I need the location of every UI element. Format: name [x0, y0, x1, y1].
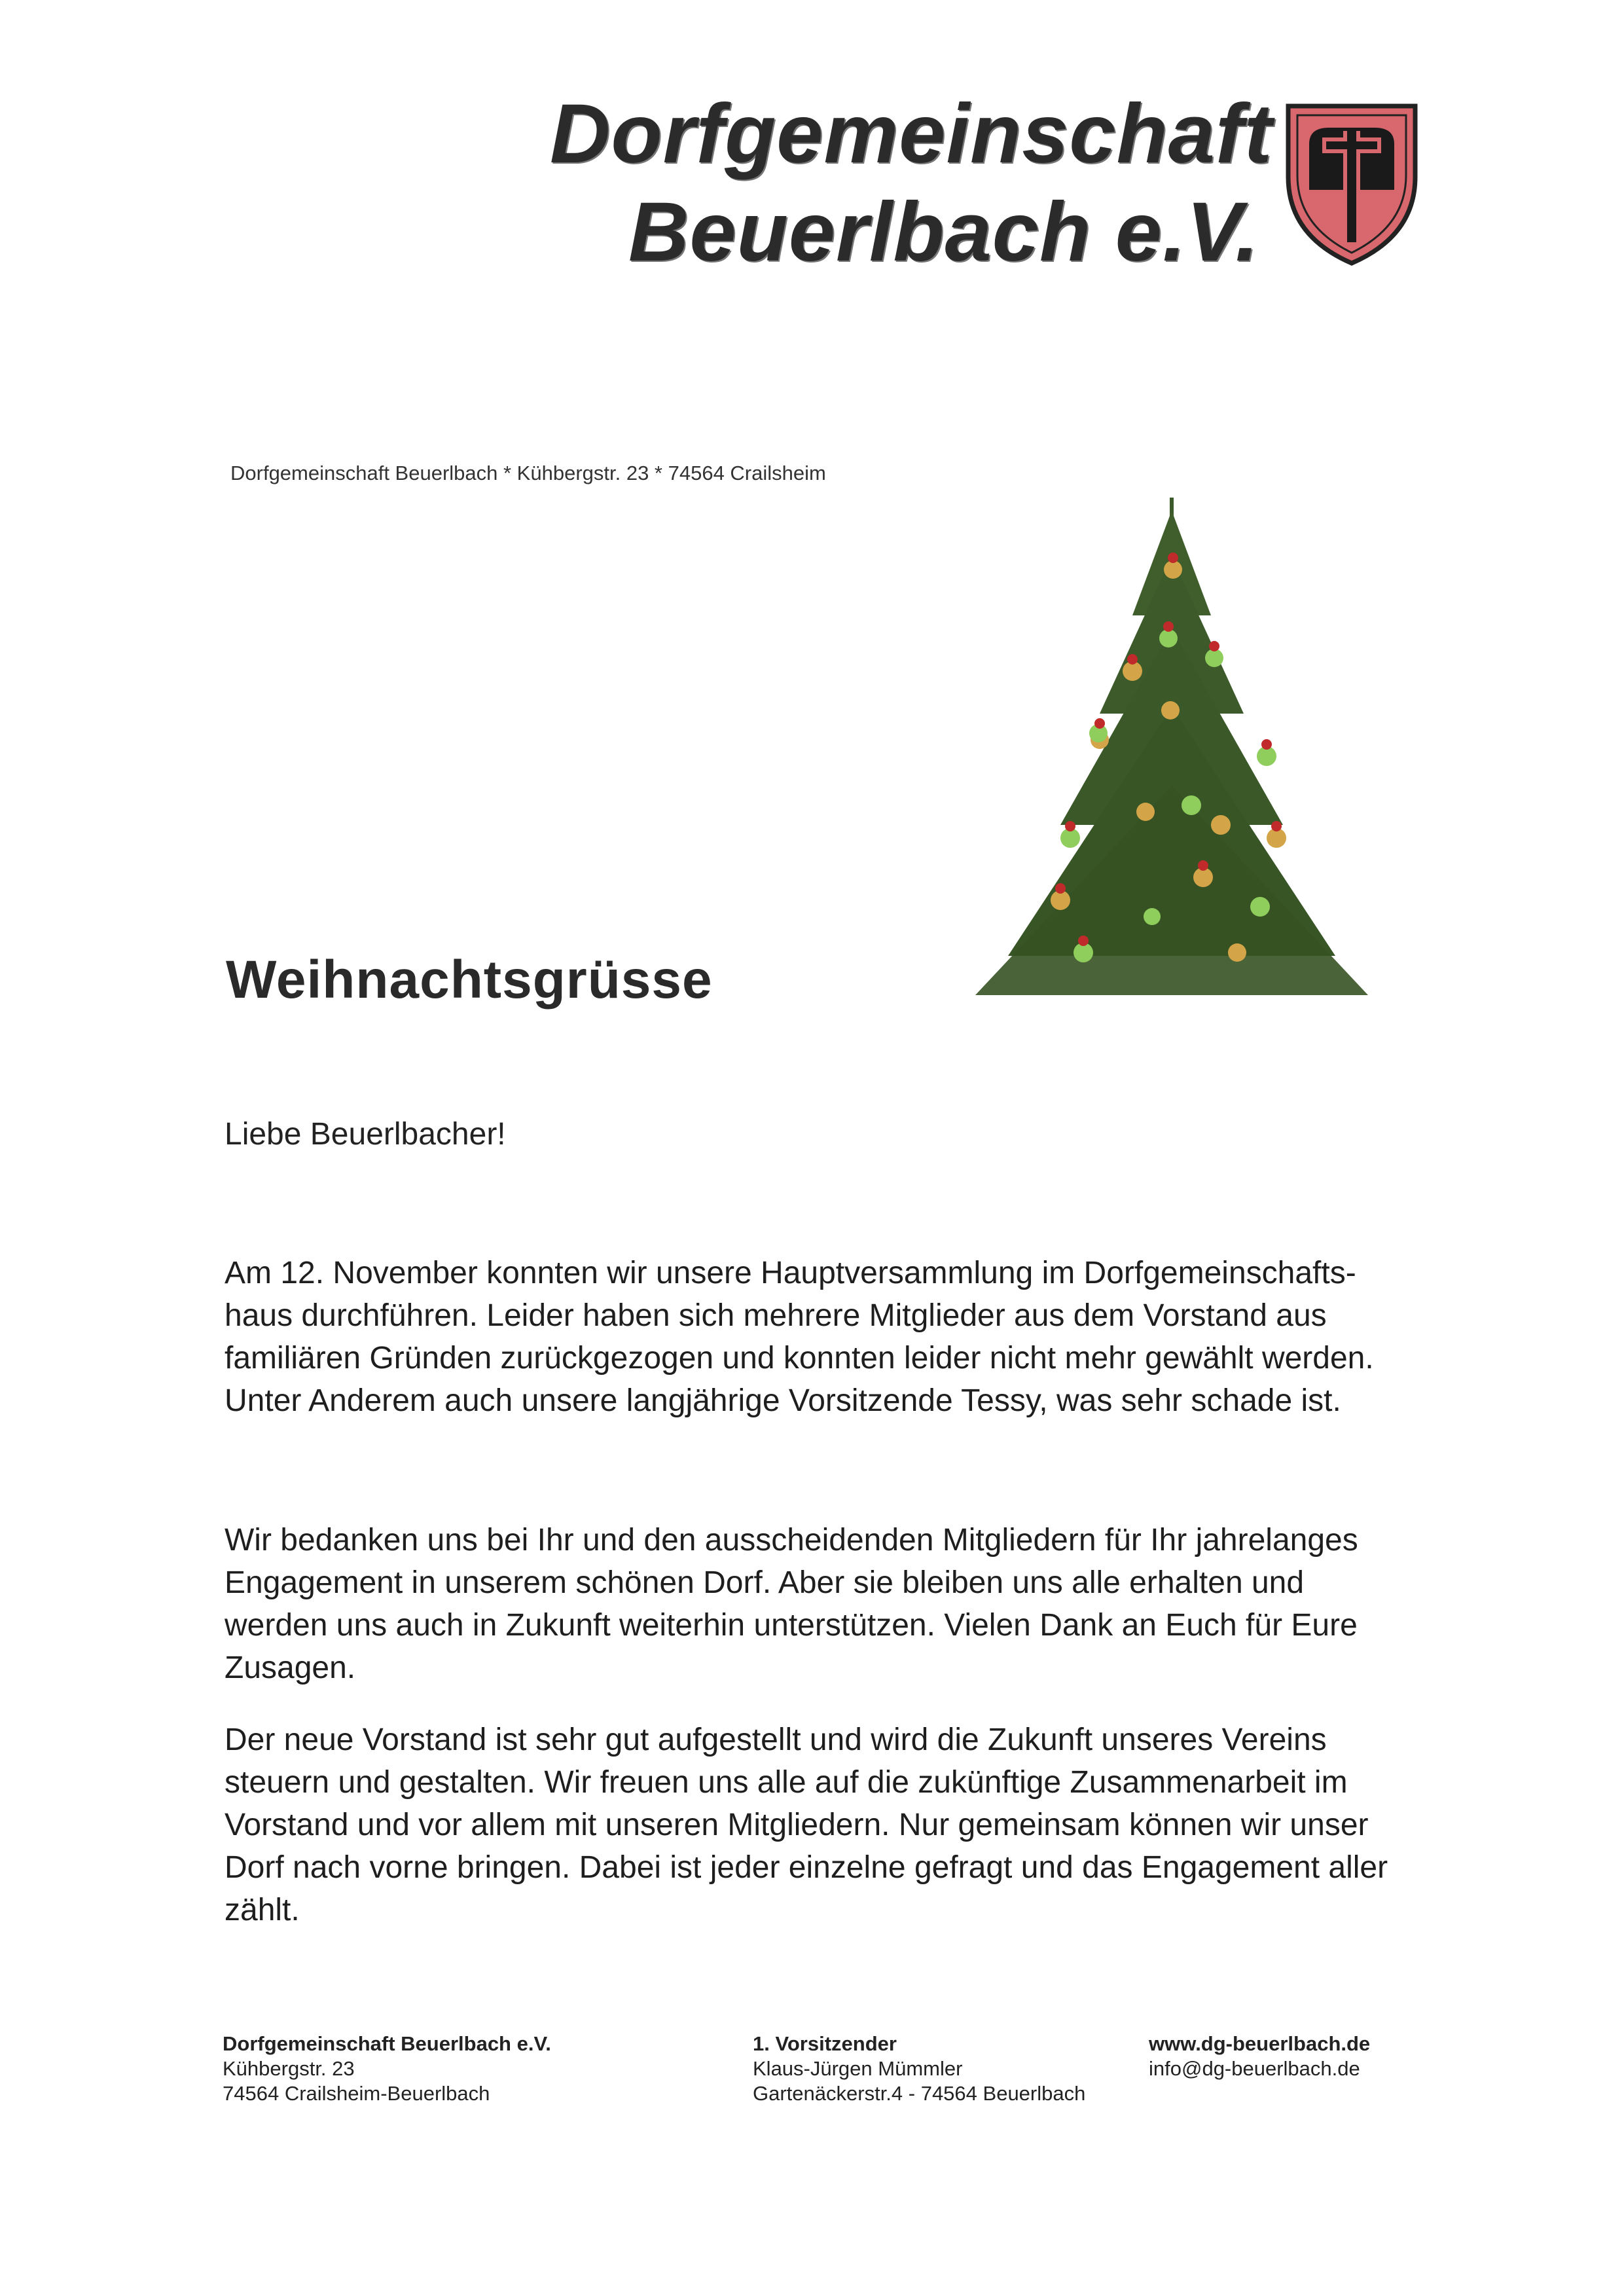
paragraph-new-board: [225, 1719, 1422, 1931]
paragraph-line: Engagement in unserem schönen Dorf. Aber sie bleiben uns alle erhalten und: [225, 1565, 1305, 1600]
footer-chair-name: Klaus-Jürgen Mümmler: [753, 2057, 963, 2080]
org-name-line-2: Beuerlbach e.V.: [628, 185, 1259, 279]
letter-heading: Weihnachtsgrüsse: [226, 950, 713, 1010]
paragraph-line: Vorstand und vor allem mit unseren Mitgliedern. Nur gemeinsam können wir unser: [225, 1808, 1369, 1842]
paragraph-line: zählt.: [225, 1893, 300, 1927]
footer-org-address: [223, 2032, 551, 2106]
coat-of-arms-icon: [1283, 98, 1420, 268]
paragraph-general-meeting: [225, 1252, 1422, 1422]
paragraph-line: Dorf nach vorne bringen. Dabei ist jeder einzelne gefragt und das Engagement aller: [225, 1850, 1388, 1885]
footer-org-name: Dorfgemeinschaft Beuerlbach e.V.: [223, 2032, 551, 2055]
footer-org-street: Kühbergstr. 23: [223, 2057, 355, 2080]
paragraph-line: Wir bedanken uns bei Ihr und den ausscheidenden Mitgliedern für Ihr jahrelanges: [225, 1523, 1358, 1558]
footer-website-link[interactable]: www.dg-beuerlbach.de: [1149, 2032, 1371, 2055]
paragraph-line: Unter Anderem auch unsere langjährige Vorsitzende Tessy, was sehr schade ist.: [225, 1383, 1341, 1418]
letterhead: [550, 85, 1272, 282]
paragraph-line: familiären Gründen zurückgezogen und konnten leider nicht mehr gewählt werden.: [225, 1341, 1374, 1376]
salutation: Liebe Beuerlbacher!: [225, 1117, 506, 1152]
footer-chair: [753, 2032, 1085, 2106]
org-name-line-1: Dorfgemeinschaft: [550, 87, 1273, 181]
footer-contact: [1149, 2032, 1370, 2081]
footer-email-link[interactable]: info@dg-beuerlbach.de: [1149, 2057, 1360, 2080]
footer-org-city: 74564 Crailsheim-Beuerlbach: [223, 2082, 490, 2105]
paragraph-line: haus durchführen. Leider haben sich mehrere Mitglieder aus dem Vorstand aus: [225, 1298, 1327, 1333]
christmas-tree-icon: [969, 498, 1375, 1008]
footer-chair-title: 1. Vorsitzender: [753, 2032, 897, 2055]
paragraph-line: Zusagen.: [225, 1650, 356, 1685]
paragraph-line: werden uns auch in Zukunft weiterhin unterstützen. Vielen Dank an Euch für Eure: [225, 1608, 1358, 1643]
paragraph-line: Der neue Vorstand ist sehr gut aufgestellt und wird die Zukunft unseres Vereins: [225, 1722, 1327, 1757]
paragraph-line: Am 12. November konnten wir unsere Hauptversammlung im Dorfgemeinschafts-: [225, 1256, 1356, 1290]
paragraph-thanks: [225, 1519, 1422, 1689]
footer-chair-address: Gartenäckerstr.4 - 74564 Beuerlbach: [753, 2082, 1086, 2105]
sender-address-line: Dorfgemeinschaft Beuerlbach * Kühbergstr. 23 * 74564 Crailsheim: [230, 462, 826, 484]
paragraph-line: steuern und gestalten. Wir freuen uns alle auf die zukünftige Zusammenarbeit im: [225, 1765, 1348, 1800]
